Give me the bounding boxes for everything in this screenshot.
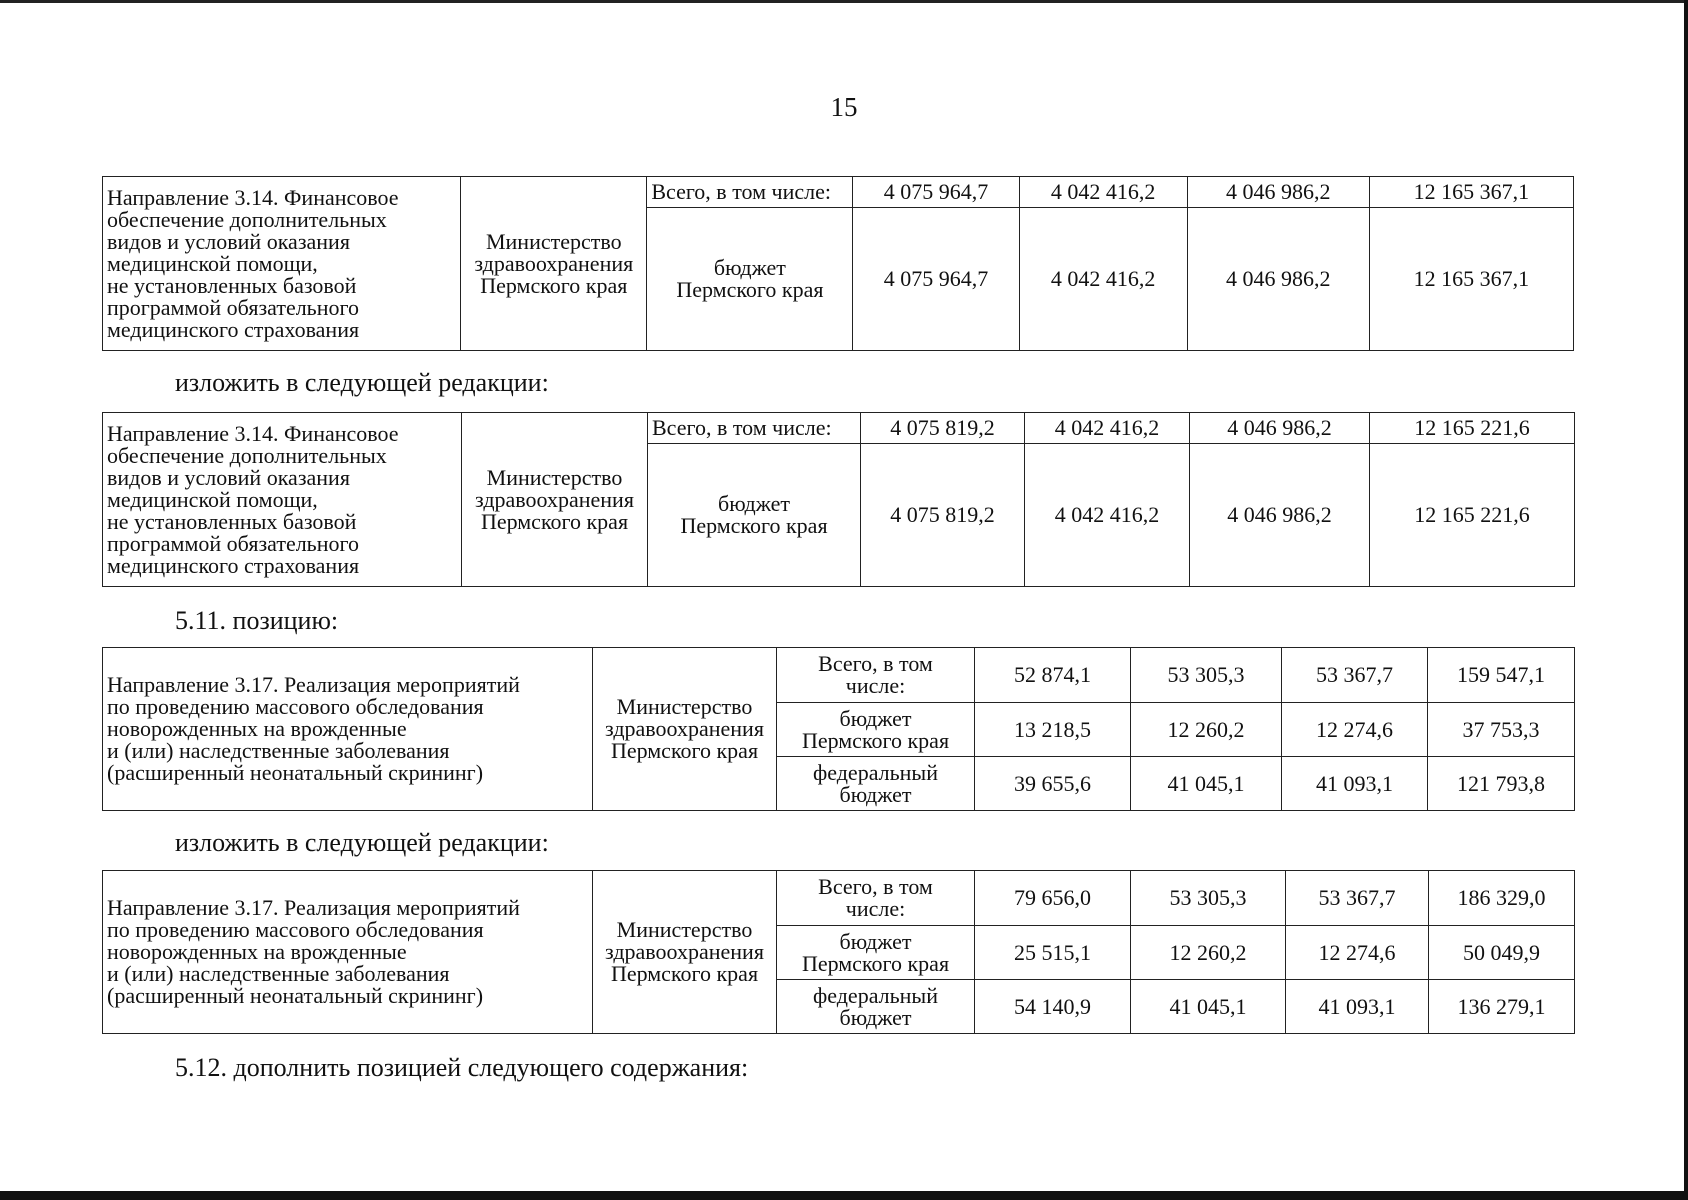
executor-cell (462, 413, 648, 587)
funding-label-line: бюджет (839, 1004, 912, 1030)
funding-label (777, 757, 975, 811)
value-cell: 53 305,3 (1131, 648, 1282, 703)
funding-label-line: федеральный (813, 759, 938, 785)
direction-line: не установленных базовой (107, 272, 357, 298)
direction-line: медицинского страхования (107, 552, 360, 578)
value-cell: 12 165 221,6 (1370, 413, 1575, 444)
table-direction-3-17-new (102, 870, 1575, 1034)
direction-line: обеспечение дополнительных (107, 206, 387, 232)
funding-label-line: бюджет (713, 255, 786, 280)
executor-line: здравоохранения (474, 250, 634, 276)
funding-label-line: числе: (845, 673, 906, 698)
executor-line: Пермского края (480, 272, 628, 298)
direction-line: (расширенный неонатальный скрининг) (107, 760, 484, 785)
executor-cell (461, 177, 647, 351)
executor-line: Пермского края (610, 738, 759, 763)
direction-line: медицинской помощи, (107, 250, 318, 276)
funding-label (648, 444, 861, 587)
executor-line: здравоохранения (475, 486, 634, 512)
funding-label (777, 926, 975, 980)
value-cell: 79 656,0 (975, 871, 1131, 926)
value-cell: 12 274,6 (1282, 703, 1428, 757)
value-cell: 25 515,1 (975, 926, 1131, 980)
funding-label-line: Пермского края (801, 727, 950, 753)
value-cell: 52 874,1 (975, 648, 1131, 703)
funding-label (777, 703, 975, 757)
direction-line: новорожденных на врожденные (107, 939, 407, 964)
direction-line: медицинского страхования (107, 316, 360, 342)
value-cell: 4 042 416,2 (1019, 177, 1187, 208)
value-cell: 39 655,6 (975, 757, 1131, 811)
funding-label-line: Всего, в том (818, 874, 933, 899)
funding-label: Всего, в том числе: (647, 177, 853, 208)
paragraph-revision: изложить в следующей редакции: (175, 368, 549, 397)
executor-line: Министерство (616, 917, 753, 942)
direction-line: медицинской помощи, (107, 486, 318, 512)
direction-cell (103, 871, 593, 1034)
executor-line: Министерство (485, 228, 622, 254)
page-number: 15 (830, 92, 858, 122)
value-cell: 12 165 367,1 (1369, 208, 1573, 351)
executor-line: здравоохранения (605, 716, 764, 741)
value-cell: 13 218,5 (975, 703, 1131, 757)
executor-cell (593, 648, 777, 811)
value-cell: 41 045,1 (1131, 980, 1286, 1034)
direction-line: по проведению массового обследования (107, 917, 484, 942)
value-cell: 4 075 964,7 (853, 177, 1019, 208)
paragraph-item-5-11: 5.11. позицию: (175, 606, 339, 635)
direction-line: видов и условий оказания (107, 464, 350, 490)
funding-label-line: бюджет (839, 928, 912, 954)
direction-line: программой обязательного (107, 530, 359, 556)
value-cell: 4 042 416,2 (1025, 444, 1190, 587)
value-cell: 4 042 416,2 (1019, 208, 1187, 351)
funding-label-line: Пермского края (676, 277, 824, 302)
value-cell: 159 547,1 (1428, 648, 1575, 703)
executor-line: здравоохранения (605, 939, 764, 964)
value-cell: 53 367,7 (1286, 871, 1429, 926)
funding-label-line: бюджет (839, 781, 912, 807)
value-cell: 12 260,2 (1131, 703, 1282, 757)
value-cell: 53 367,7 (1282, 648, 1428, 703)
direction-line: Направление 3.17. Реализация мероприятий (107, 672, 520, 697)
value-cell: 186 329,0 (1429, 871, 1575, 926)
value-cell: 4 046 986,2 (1190, 444, 1370, 587)
paragraph-item-5-12: 5.12. дополнить позицией следующего содержания: (175, 1053, 749, 1082)
funding-label: Всего, в том числе: (648, 413, 861, 444)
scan-edge-top (0, 0, 1688, 3)
direction-line: (расширенный неонатальный скрининг) (107, 983, 484, 1008)
executor-line: Министерство (616, 694, 753, 719)
value-cell: 41 093,1 (1282, 757, 1428, 811)
scan-edge-right (1684, 0, 1688, 1200)
value-cell: 12 260,2 (1131, 926, 1286, 980)
value-cell: 12 165 367,1 (1369, 177, 1573, 208)
table-direction-3-17-old (102, 647, 1575, 811)
scan-edge-bottom (0, 1191, 1688, 1200)
direction-line: и (или) наследственные заболевания (107, 738, 450, 763)
executor-line: Пермского края (480, 508, 629, 534)
value-cell: 50 049,9 (1429, 926, 1575, 980)
funding-label-line: Всего, в том (818, 651, 933, 676)
value-cell: 4 075 964,7 (853, 208, 1019, 351)
table-direction-3-14-old (102, 176, 1574, 351)
value-cell: 37 753,3 (1428, 703, 1575, 757)
funding-label (777, 980, 975, 1034)
direction-line: Направление 3.17. Реализация мероприятий (107, 895, 520, 920)
direction-line: программой обязательного (107, 294, 359, 320)
direction-cell (103, 177, 461, 351)
value-cell: 53 305,3 (1131, 871, 1286, 926)
table-direction-3-14-new (102, 412, 1575, 587)
value-cell: 136 279,1 (1429, 980, 1575, 1034)
direction-line: и (или) наследственные заболевания (107, 961, 450, 986)
funding-label-line: бюджет (718, 491, 790, 516)
value-cell: 4 046 986,2 (1187, 208, 1369, 351)
direction-line: новорожденных на врожденные (107, 716, 407, 741)
value-cell: 121 793,8 (1428, 757, 1575, 811)
funding-label-line: Пермского края (680, 513, 828, 538)
funding-label-line: федеральный (813, 982, 938, 1008)
funding-label (647, 208, 853, 351)
direction-cell (103, 413, 462, 587)
direction-line: обеспечение дополнительных (107, 442, 387, 468)
executor-cell (593, 871, 777, 1034)
value-cell: 41 045,1 (1131, 757, 1282, 811)
value-cell: 4 075 819,2 (861, 444, 1025, 587)
direction-cell (103, 648, 593, 811)
direction-line: по проведению массового обследования (107, 694, 484, 719)
value-cell: 4 046 986,2 (1190, 413, 1370, 444)
executor-line: Пермского края (610, 961, 759, 986)
value-cell: 4 046 986,2 (1187, 177, 1369, 208)
funding-label-line: Пермского края (801, 950, 950, 976)
direction-line: Направление 3.14. Финансовое (107, 420, 399, 446)
funding-label-line: бюджет (839, 705, 912, 731)
direction-line: не установленных базовой (107, 508, 357, 534)
value-cell: 12 274,6 (1286, 926, 1429, 980)
direction-line: видов и условий оказания (107, 228, 350, 254)
value-cell: 41 093,1 (1286, 980, 1429, 1034)
value-cell: 4 042 416,2 (1025, 413, 1190, 444)
value-cell: 54 140,9 (975, 980, 1131, 1034)
paragraph-revision: изложить в следующей редакции: (175, 828, 549, 857)
executor-line: Министерство (486, 464, 623, 490)
funding-label (777, 648, 975, 703)
direction-line: Направление 3.14. Финансовое (107, 184, 399, 210)
funding-label-line: числе: (845, 896, 906, 921)
value-cell: 12 165 221,6 (1370, 444, 1575, 587)
funding-label (777, 871, 975, 926)
value-cell: 4 075 819,2 (861, 413, 1025, 444)
